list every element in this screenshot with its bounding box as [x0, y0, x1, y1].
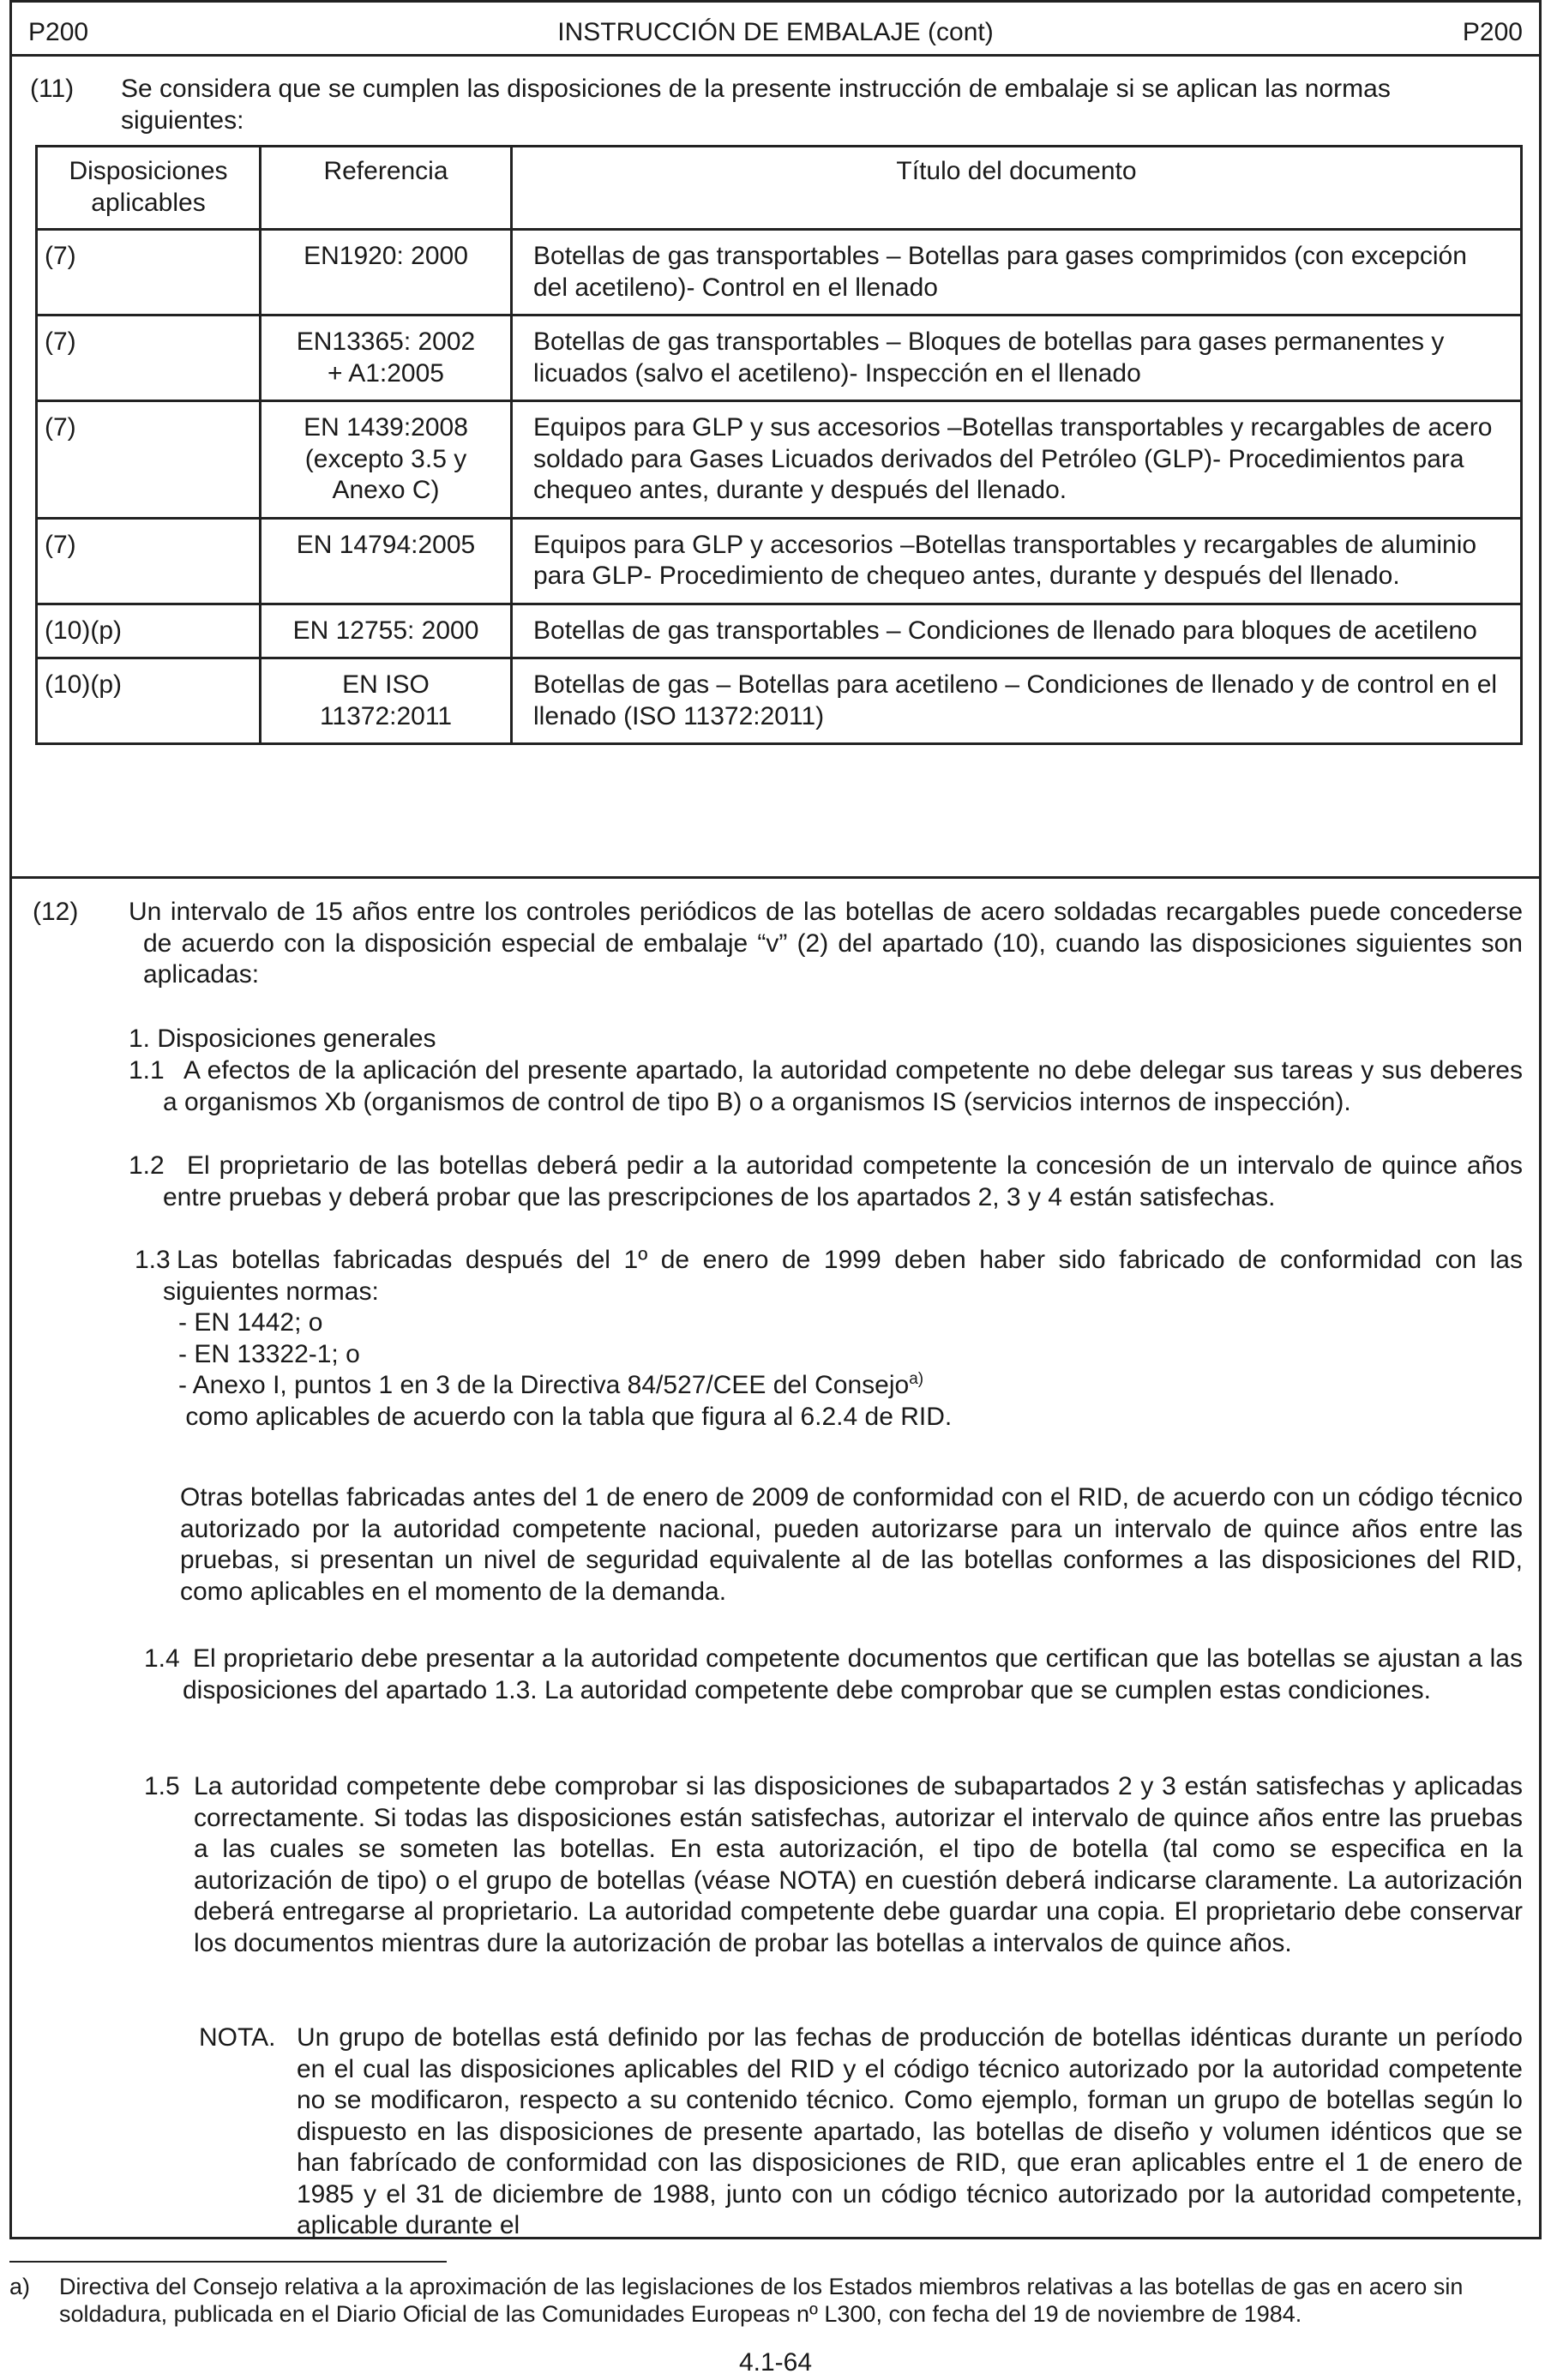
cell-referencia: EN1920: 2000 — [261, 230, 512, 316]
standards-table — [35, 145, 1523, 745]
section-11-number: (11) — [30, 75, 75, 103]
p12-text: El proprietario de las botellas deberá pedir a la autoridad competente la concesión de un intervalo de quince años entre pruebas y deberá probar que las prescripciones de los apartados 2, 3 y 4 están satisfechas. — [163, 1151, 1523, 1211]
cell-disposiciones: (7) — [37, 316, 261, 401]
p13-text: Las botellas fabricadas después del 1º de enero de 1999 deben haber sido fabricado de conformidad con las siguientes normas: — [163, 1246, 1523, 1306]
cell-titulo: Equipos para GLP y accesorios –Botellas transportables y recargables de aluminio para GLP- Procedimiento de chequeo antes, durante y después del llenado. — [512, 518, 1522, 604]
col-header-titulo: Título del documento — [512, 147, 1522, 230]
footnote-divider — [9, 2261, 447, 2263]
cell-titulo: Equipos para GLP y sus accesorios –Botellas transportables y recargables de acero soldado para Gases Licuados derivados del Petróleo (GLP)- Procedimientos para chequeo antes, durante y después del llenado. — [512, 401, 1522, 519]
table-row — [37, 518, 1522, 604]
cell-titulo: Botellas de gas – Botellas para acetileno – Condiciones de llenado y de control en el llenado (ISO 11372:2011) — [512, 658, 1522, 744]
table-row — [37, 230, 1522, 316]
footnote-label: a) — [9, 2274, 31, 2299]
p14-number: 1.4 — [144, 1644, 180, 1673]
cell-titulo: Botellas de gas transportables – Bloques de botellas para gases permanentes y licuados (salvo el acetileno)- Inspección en el llenado — [512, 316, 1522, 401]
nota-text: Un grupo de botellas está definido por las fechas de producción de botellas idénticas durante un período en el cual las disposiciones aplicables del RID y el código técnico autorizado por la autoridad competente no se modificaron, respecto a su contenido técnico. Como ejemplo, forman un grupo de botellas según lo dispuesto en las disposiciones de presente apartado, las botellas de diseño y volumen idénticos que se han fabrícado de conformidad con las disposiciones de RID, que eran aplicables entre el 1 de enero de 1985 y el 31 de diciembre de 1988, junto con un código técnico autorizado por la autoridad competente, aplicable durante el — [297, 2023, 1523, 2239]
section-12-number: (12) — [33, 898, 79, 926]
cell-titulo: Botellas de gas transportables – Condiciones de llenado para bloques de acetileno — [512, 604, 1522, 658]
table-header-row — [37, 147, 1522, 230]
header-code-right: P200 — [1462, 18, 1523, 46]
footnote-ref: a) — [909, 1370, 924, 1388]
p12-number: 1.2 — [129, 1151, 165, 1180]
cell-referencia: EN 12755: 2000 — [261, 604, 512, 658]
p13-item-3: - Anexo I, puntos 1 en 3 de la Directiva 84/527/CEE del Consejo$^{a)}$ — [178, 1370, 924, 1399]
cell-referencia: EN13365: 2002 + A1:2005 — [261, 316, 512, 401]
p13-item-2: - EN 13322-1; o — [178, 1340, 360, 1368]
cell-disposiciones: (10)(p) — [37, 604, 261, 658]
nota-label: NOTA. — [199, 2023, 276, 2052]
cell-disposiciones: (7) — [37, 230, 261, 316]
p11-number: 1.1 — [129, 1056, 165, 1085]
col-header-referencia: Referencia — [261, 147, 512, 230]
cell-titulo: Botellas de gas transportables – Botellas para gases comprimidos (con excepción del acetileno)- Control en el llenado — [512, 230, 1522, 316]
table-row — [37, 316, 1522, 401]
section-11-text: Se considera que se cumplen las disposiciones de la presente instrucción de embalaje si se aplican las normas siguientes: — [121, 75, 1391, 135]
page-number: 4.1-64 — [738, 2348, 813, 2377]
header-title: INSTRUCCIÓN DE EMBALAJE (cont) — [557, 18, 994, 46]
general-provisions-heading: 1. Disposiciones generales — [129, 1025, 436, 1053]
p15-text: La autoridad competente debe comprobar si las disposiciones de subapartados 2 y 3 están satisfechas y aplicadas correctamente. Si todas las disposiciones están satisfechas, autorizar el intervalo de quince años entre las pruebas a las cuales se someten las botellas. En esta autorización, el tipo de botella (tal como se especifica en la autorización de tipo) o el grupo de botellas (véase NOTA) en cuestión deberá indicarse claramente. La autorización deberá entregarse al proprietario. La autoridad competente debe guardar una copia. El proprietario debe conservar los documentos mientras dure la autorización de probar las botellas a intervalos de quince años. — [194, 1772, 1523, 1957]
p11-text: A efectos de la aplicación del presente apartado, la autoridad competente no debe delegar sus tareas y sus deberes a organismos Xb (organismos de control de tipo B) o a organismos IS (servicios internos de inspección). — [163, 1056, 1523, 1116]
table-row — [37, 401, 1522, 519]
section-11 — [9, 57, 1542, 879]
page-header — [9, 0, 1542, 57]
header-code-left: P200 — [28, 18, 89, 46]
p14-text: El proprietario debe presentar a la autoridad competente documentos que certifican que las botellas se ajustan a las disposiciones del apartado 1.3. La autoridad competente debe comprobar que se cumplen estas condiciones. — [183, 1644, 1523, 1704]
cell-referencia: EN 14794:2005 — [261, 518, 512, 604]
table-row — [37, 604, 1522, 658]
p13-number: 1.3 — [135, 1246, 171, 1274]
footnote-text: Directiva del Consejo relativa a la aproximación de las legislaciones de los Estados miembros relativas a las botellas de gas en acero sin soldadura, publicada en el Diario Oficial de las Comunidades Europeas nº L300, con fecha del 19 de noviembre de 1984. — [59, 2274, 1464, 2327]
cell-disposiciones: (10)(p) — [37, 658, 261, 744]
cell-referencia: EN 1439:2008 (excepto 3.5 y Anexo C) — [261, 401, 512, 519]
p15-number: 1.5 — [144, 1772, 180, 1800]
cell-disposiciones: (7) — [37, 401, 261, 519]
table-row — [37, 658, 1522, 744]
col-header-disposiciones: Disposiciones aplicables — [37, 147, 261, 230]
cell-disposiciones: (7) — [37, 518, 261, 604]
p13-other-text: Otras botellas fabricadas antes del 1 de enero de 2009 de conformidad con el RID, de acuerdo con un código técnico autorizado por la autoridad competente nacional, pueden autorizarse para un intervalo de quince años entre las pruebas, si presentan un nivel de seguridad equivalente al de las botellas conformes a las disposiciones del RID, como aplicables en el momento de la demanda. — [180, 1483, 1523, 1606]
cell-referencia: EN ISO 11372:2011 — [261, 658, 512, 744]
p13-item-1: - EN 1442; o — [178, 1308, 323, 1337]
p13-tail: como aplicables de acuerdo con la tabla que figura al 6.2.4 de RID. — [178, 1403, 953, 1431]
section-12-intro: Un intervalo de 15 años entre los controles periódicos de las botellas de acero soldadas recargables puede concederse de acuerdo con la disposición especial de embalaje “v” (2) del apartado (10), cuando las disposiciones siguientes son aplicadas: — [129, 898, 1523, 989]
